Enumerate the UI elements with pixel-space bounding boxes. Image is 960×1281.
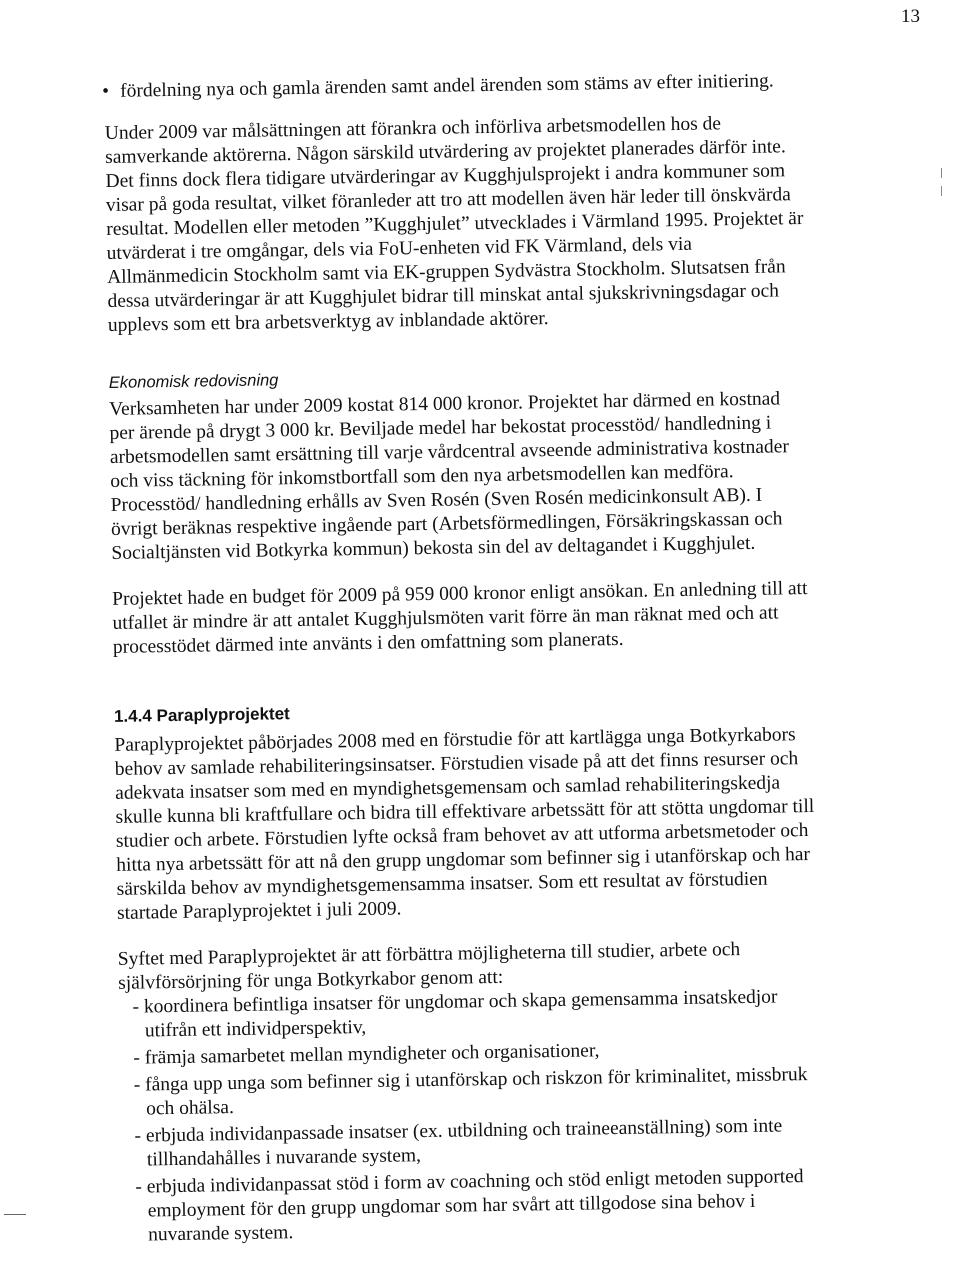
document-body xyxy=(104,69,822,1251)
list-item: - erbjuda individanpassade insatser (ex. utbildning och traineeanställning) som inte tillhandahålles i nuvarande system, xyxy=(134,1115,783,1171)
scan-artifact-edge-mark xyxy=(941,168,942,178)
paragraph-intro: Under 2009 var målsättningen att förankra och införliva arbetsmodellen hos de samverkande aktörerna. Någon särskild utvärdering av projektet planerades därför inte. Det finns dock flera tidigare utvärderingar av Kugghjulsprojekt i andra kommuner som visar på goda resultat, vilket föranleder att tro att modellen även här leder till önskvärda resultat. Modellen eller metoden ”Kugghjulet” utvecklades i Värmland 1995. Projektet är utvärderat i tre omgångar, dels via FoU-enheten vid FK Värmland, dels via Allmänmedicin Stockholm samt via EK-gruppen Sydvästra Stockholm. Slutsatsen från dessa utvärderingar är att Kugghjulet bidrar till minskat antal sjukskrivningsdagar och upplevs som ett bra arbetsverktyg av inblandade aktörer. xyxy=(104,113,804,336)
list-item: - främja samarbetet mellan myndigheter och organisationer, xyxy=(133,1040,600,1069)
heading-ekonomisk-redovisning: Ekonomisk redovisning xyxy=(108,371,279,392)
heading-paraplyprojektet: 1.4.4 Paraplyprojektet xyxy=(113,704,290,726)
paragraph-ekonomi-1: Verksamheten har under 2009 kostat 814 000 kronor. Projektet har därmed en kostnad per ärende på drygt 3 000 kr. Beviljade medel har bekostat processtöd/ handledning i arbetsmodellen samt ersättning till varje vårdcentral avseende administrativa kostnader och viss täckning för inkomstbortfall som den nya arbetsmodellen kan medföra. Processtöd/ handledning erhålls av Sven Rosén (Sven Rosén medicinkonsult AB). I övrigt beräknas respektive ingående part (Arbetsförmedlingen, Försäkringskassan och Socialtjänsten vid Botkyrka kommun) bekosta sin del av deltagandet i Kugghjulet. xyxy=(109,388,790,564)
paragraph-ekonomi-2: Projektet hade en budget för 2009 på 959 000 kronor enligt ansökan. En anledning till att utfallet är mindre är att antalet Kugghjulsmöten varit förre än man räknat med och att processtödet därmed inte använts i den omfattning som planerats. xyxy=(111,578,808,658)
scan-artifact-line xyxy=(4,1214,26,1215)
bullet-icon: • xyxy=(102,80,110,103)
paragraph-paraply-1: Paraplyprojektet påbörjades 2008 med en förstudie för att kartlägga unga Botkyrkabors behov av samlade rehabiliteringsinsatser. Förstudien visade på att det finns resurser och adekvata insatser som med en myndighetsgemensam och samlad rehabiliteringskedja skulle kunna bli kraftfullare och bidra till effektivare arbetssätt för att stötta ungdomar till studier och arbete. Förstudien lyfte också fram behovet av att utforma arbetsmetoder och hitta nya arbetssätt för att nå den grupp ungdomar som befinner sig i utanförskap och har särskilda behov av myndighetsgemensamma insatser. Som ett resultat av förstudien startade Paraplyprojektet i juli 2009. xyxy=(114,724,815,924)
scan-artifact-edge-mark xyxy=(941,186,942,196)
paragraph-syfte: Syftet med Paraplyprojektet är att förbättra möjligheterna till studier, arbete och självförsörjning för unga Botkyrkabor genom att: xyxy=(117,939,741,994)
bullet-item xyxy=(104,69,804,104)
list-item: - erbjuda individanpassat stöd i form av coachning och stöd enligt metoden supported employment för den grupp ungdomar som har svårt att tillgodose sina behov i nuvarande system. xyxy=(135,1166,804,1246)
list-item: - koordinera befintliga insatser för ungdomar och skapa gemensamma insatskedjor utifrån ett individperspektiv, xyxy=(132,986,778,1042)
page-number: 13 xyxy=(901,6,920,27)
list-item: - fånga upp unga som befinner sig i utanförskap och riskzon för kriminalitet, missbruk och ohälsa. xyxy=(133,1064,808,1120)
bullet-text: fördelning nya och gamla ärenden samt andel ärenden som stäms av efter initiering. xyxy=(120,70,774,102)
syfte-list xyxy=(118,985,822,1248)
